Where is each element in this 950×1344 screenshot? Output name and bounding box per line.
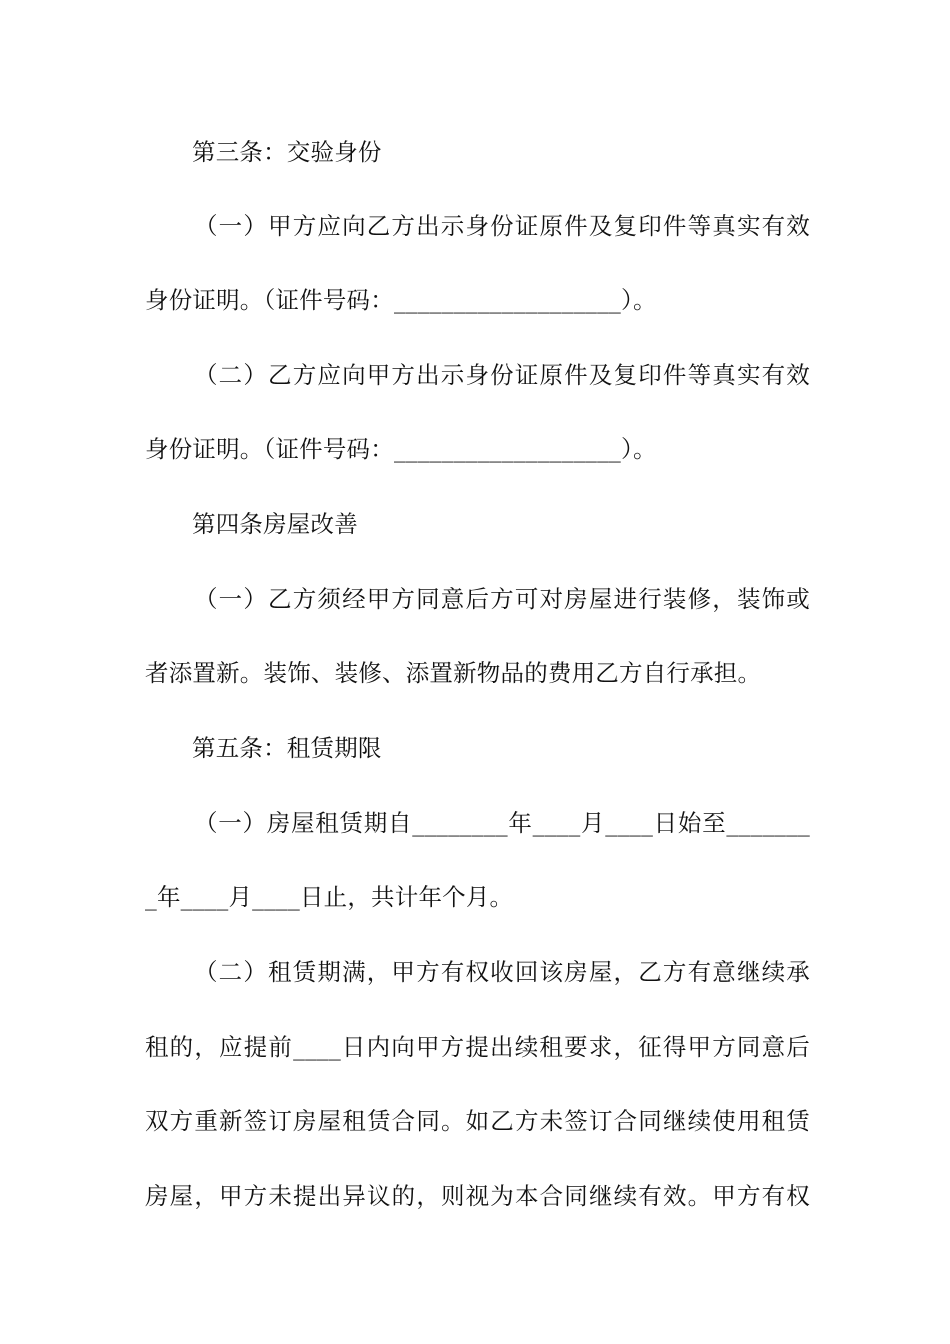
paragraph-line: （一）房屋租赁期自________年____月____日始至_______ [194,809,810,837]
article-5-heading: 第五条：租赁期限 [192,734,382,762]
article-4-heading: 第四条房屋改善 [192,510,358,538]
paragraph-line: （一）乙方须经甲方同意后方可对房屋进行装修，装饰或 [194,585,810,613]
paragraph-line: （二）租赁期满，甲方有权收回该房屋，乙方有意继续承 [194,958,810,986]
paragraph-line: 身份证明。（证件号码：___________________）。 [145,286,657,314]
paragraph-line: 双方重新签订房屋租赁合同。如乙方未签订合同继续使用租赁 [145,1107,810,1135]
paragraph-line: 房屋，甲方未提出异议的，则视为本合同继续有效。甲方有权 [145,1182,810,1210]
paragraph-line: （一）甲方应向乙方出示身份证原件及复印件等真实有效 [194,212,810,240]
paragraph-line: 身份证明。（证件号码：___________________）。 [145,435,657,463]
paragraph-line: 者添置新。装饰、装修、添置新物品的费用乙方自行承担。 [145,659,762,687]
paragraph-line: （二）乙方应向甲方出示身份证原件及复印件等真实有效 [194,361,810,389]
paragraph-line: 租的，应提前____日内向甲方提出续租要求，征得甲方同意后 [145,1033,810,1061]
paragraph-line: _年____月____日止，共计年个月。 [145,883,514,911]
article-3-heading: 第三条：交验身份 [192,138,382,166]
